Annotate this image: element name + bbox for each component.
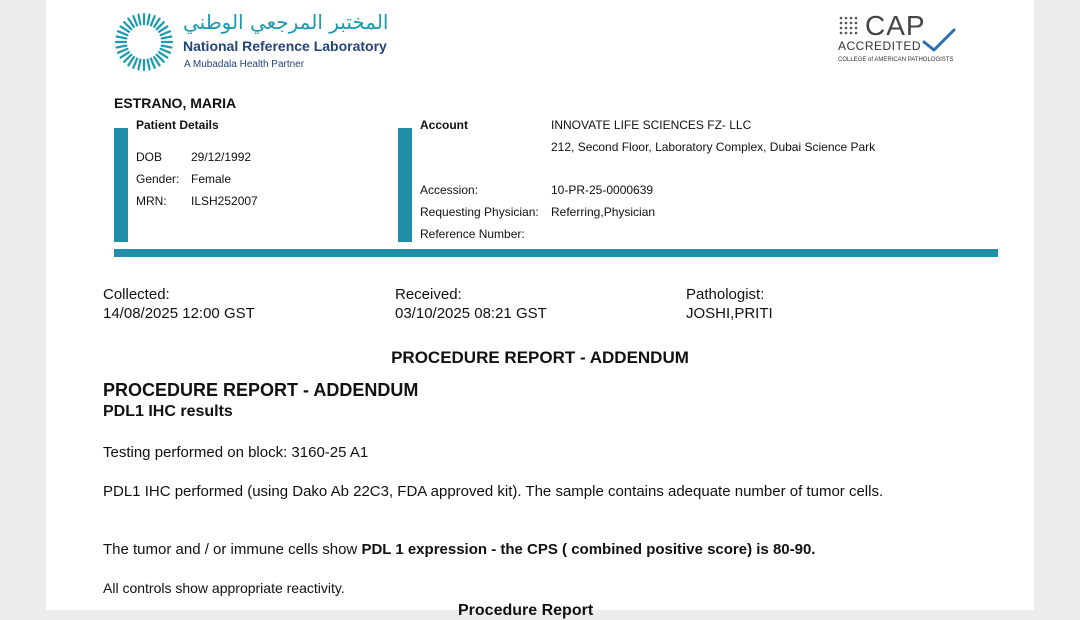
report-subtitle: PDL1 IHC results [103, 403, 233, 420]
collected-label: Collected: [103, 286, 170, 303]
cap-accredited: ACCREDITED [838, 39, 922, 53]
report-line-method: PDL1 IHC performed (using Dako Ab 22C3, FDA approved kit). The sample contains adequate number of tumor cells. [103, 483, 884, 500]
account-name: INNOVATE LIFE SCIENCES FZ- LLC [551, 118, 752, 132]
physician-label: Requesting Physician: [420, 205, 539, 219]
physician-value: Referring,Physician [551, 205, 656, 219]
nrl-logo-icon [112, 10, 176, 74]
report-line-block: Testing performed on block: 3160-25 A1 [103, 444, 369, 461]
report-line-controls: All controls show appropriate reactivity. [103, 580, 345, 596]
checkmark-icon [922, 28, 956, 54]
gender-value: Female [191, 172, 232, 186]
dob-label: DOB [136, 150, 163, 164]
collected-value: 14/08/2025 12:00 GST [103, 305, 255, 322]
next-section-heading: Procedure Report [458, 602, 594, 619]
received-label: Received: [395, 286, 462, 303]
accession-label: Accession: [420, 183, 479, 197]
cap-dots-icon [838, 15, 860, 37]
reference-label: Reference Number: [420, 227, 525, 241]
received-value: 03/10/2025 08:21 GST [395, 305, 547, 322]
lab-name: National Reference Laboratory [183, 38, 387, 54]
cap-college: COLLEGE of AMERICAN PATHOLOGISTS [838, 57, 954, 63]
account-heading: Account [420, 118, 468, 132]
gender-label: Gender: [136, 172, 180, 186]
pathologist-value: JOSHI,PRITI [686, 305, 773, 322]
lab-tagline: A Mubadala Health Partner [184, 59, 305, 70]
patient-name: ESTRANO, MARIA [114, 95, 237, 111]
report-page [46, 0, 1034, 619]
dob-value: 29/12/1992 [191, 150, 252, 164]
account-teal-bar [398, 128, 412, 242]
report-line-result [103, 541, 815, 558]
report-title: PROCEDURE REPORT - ADDENDUM [103, 380, 419, 400]
result-bold: PDL 1 expression - the CPS ( combined positive score) is 80-90. [361, 541, 816, 558]
result-prefix: The tumor and / or immune cells show [103, 541, 362, 558]
patient-teal-bar [114, 128, 128, 242]
patient-details-heading: Patient Details [136, 118, 219, 132]
lab-name-arabic: المختبر المرجعي الوطني [183, 10, 389, 34]
pathologist-label: Pathologist: [686, 286, 765, 303]
mrn-label: MRN: [136, 194, 167, 208]
cap-label: CAP [865, 10, 926, 41]
mrn-value: ILSH252007 [191, 194, 258, 208]
account-address: 212, Second Floor, Laboratory Complex, Dubai Science Park [551, 140, 876, 154]
accession-value: 10-PR-25-0000639 [551, 183, 654, 197]
header-divider [114, 249, 998, 257]
report-center-title: PROCEDURE REPORT - ADDENDUM [391, 348, 689, 367]
